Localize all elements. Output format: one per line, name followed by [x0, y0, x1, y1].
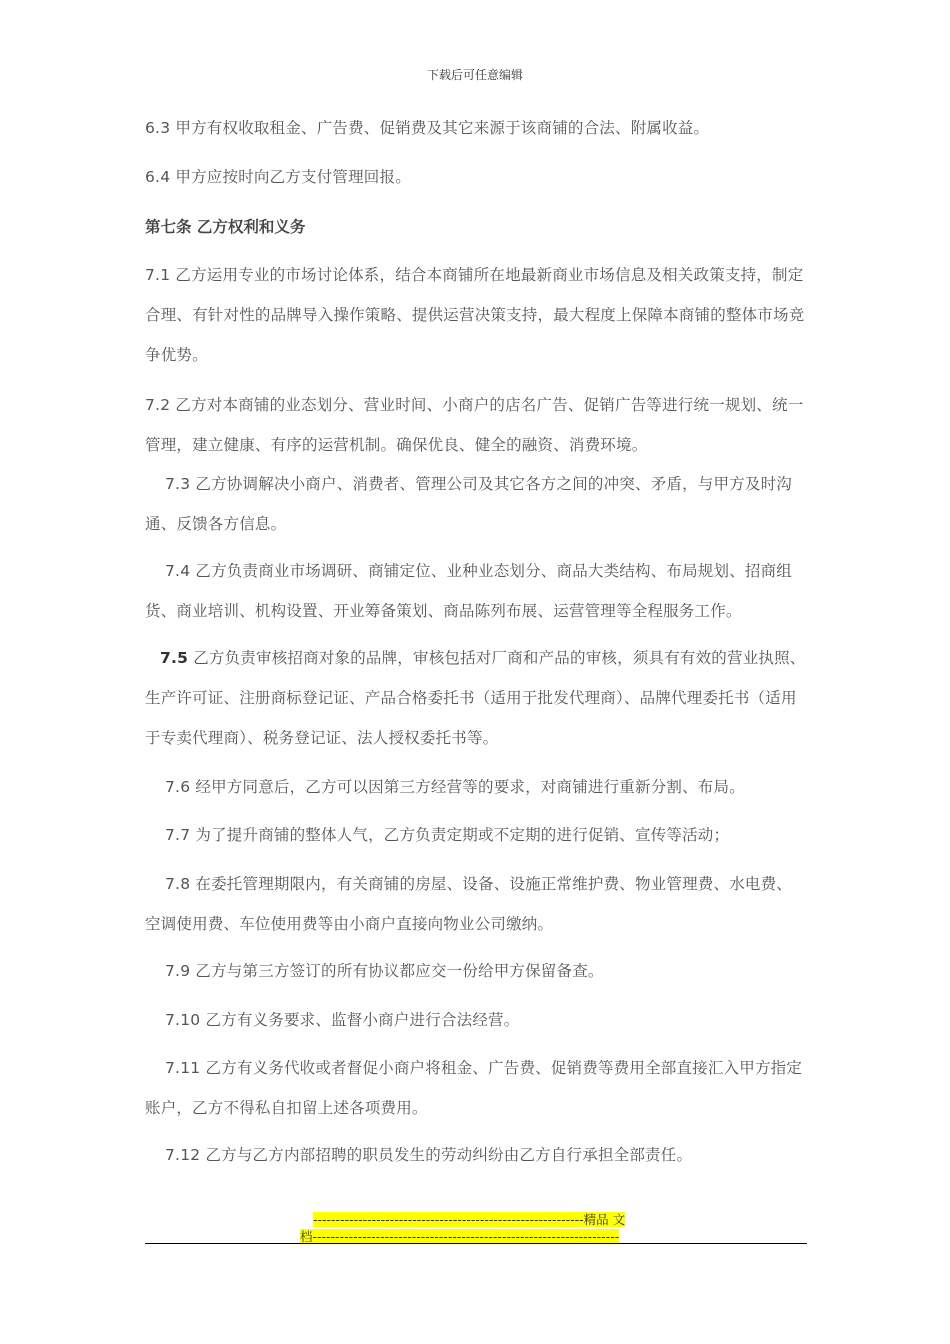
- header-note: 下载后可任意编辑: [426, 68, 523, 82]
- clause-number: 7.6: [165, 778, 191, 796]
- clause-6-3: [145, 108, 807, 148]
- clause-number: 7.11: [165, 1059, 201, 1077]
- clause-7-10: [145, 1000, 807, 1040]
- footer-highlight: ------------------------------------------------------------精品 文: [313, 1212, 626, 1227]
- clause-number: 7.1: [145, 266, 171, 284]
- clause-text: 为了提升商铺的整体人气，乙方负责定期或不定期的进行促销、宣传等活动；: [190, 826, 730, 844]
- clause-7-6: [145, 767, 807, 807]
- clause-text: 乙方有义务代收或者督促小商户将租金、广告费、促销费等费用全部直接汇入甲方指定账户，乙方不得私自扣留上述各项费用。: [145, 1059, 803, 1117]
- clause-7-5: [145, 638, 807, 758]
- clause-number: 7.10: [165, 1011, 201, 1029]
- clause-6-4: [145, 157, 807, 197]
- clause-number: 6.3: [145, 119, 171, 137]
- clause-number: 7.2: [145, 396, 171, 414]
- clause-text: 乙方负责商业市场调研、商铺定位、业种业态划分、商品大类结构、布局规划、招商组货、商业培训、机构设置、开业筹备策划、商品陈列布展、运营管理等全程服务工作。: [145, 562, 792, 620]
- clause-text: 乙方协调解决小商户、消费者、管理公司及其它各方之间的冲突、矛盾，与甲方及时沟通、反馈各方信息。: [145, 475, 792, 533]
- footer-watermark: [300, 1211, 650, 1245]
- clause-number: 7.12: [165, 1146, 201, 1164]
- clause-text: 经甲方同意后，乙方可以因第三方经营等的要求，对商铺进行重新分割、布局。: [190, 778, 745, 796]
- clause-number: 7.8: [165, 875, 191, 893]
- clause-number: 7.5: [160, 649, 189, 667]
- clause-text: 乙方与第三方签订的所有协议都应交一份给甲方保留备查。: [190, 962, 604, 980]
- clause-7-4: [145, 551, 807, 631]
- clause-7-8: [145, 864, 807, 944]
- clause-7-7: [145, 815, 807, 855]
- footer-highlight: 档--------------------------------------------------------------------: [300, 1229, 620, 1244]
- clause-text: 乙方有义务要求、监督小商户进行合法经营。: [200, 1011, 520, 1029]
- clause-text: 乙方负责审核招商对象的品牌，审核包括对厂商和产品的审核，须具有有效的营业执照、生产许可证、注册商标登记证、产品合格委托书（适用于批发代理商）、品牌代理委托书（适用于专卖代理商）、税务登记证、法人授权委托书等。: [145, 649, 806, 747]
- clause-text: 乙方运用专业的市场讨论体系，结合本商铺所在地最新商业市场信息及相关政策支持，制定合理、有针对性的品牌导入操作策略、提供运营决策支持，最大程度上保障本商铺的整体市场竞争优势。: [145, 266, 805, 364]
- clause-text: 在委托管理期限内，有关商铺的房屋、设备、设施正常维护费、物业管理费、水电费、空调使用费、车位使用费等由小商户直接向物业公司缴纳。: [145, 875, 792, 933]
- clause-text: 甲方应按时向乙方支付管理回报。: [170, 168, 411, 186]
- clause-7-9: [145, 951, 807, 991]
- clause-number: 7.3: [165, 475, 191, 493]
- section-heading-article-7: 第七条 乙方权利和义务: [145, 218, 306, 236]
- footer-divider: [145, 1243, 807, 1244]
- clause-number: 6.4: [145, 168, 171, 186]
- clause-number: 7.4: [165, 562, 191, 580]
- footer-line-1: [300, 1211, 650, 1228]
- clause-text: 乙方与乙方内部招聘的职员发生的劳动纠纷由乙方自行承担全部责任。: [200, 1146, 693, 1164]
- clause-7-11: [145, 1048, 807, 1128]
- clause-7-2: [145, 385, 807, 465]
- clause-7-1: [145, 255, 807, 375]
- clause-text: 甲方有权收取租金、广告费、促销费及其它来源于该商铺的合法、附属收益。: [170, 119, 710, 137]
- clause-number: 7.9: [165, 962, 191, 980]
- clause-7-12: [145, 1135, 807, 1175]
- clause-7-3: [145, 464, 807, 544]
- clause-text: 乙方对本商铺的业态划分、营业时间、小商户的店名广告、促销广告等进行统一规划、统一管理，建立健康、有序的运营机制。确保优良、健全的融资、消费环境。: [145, 396, 804, 454]
- clause-number: 7.7: [165, 826, 191, 844]
